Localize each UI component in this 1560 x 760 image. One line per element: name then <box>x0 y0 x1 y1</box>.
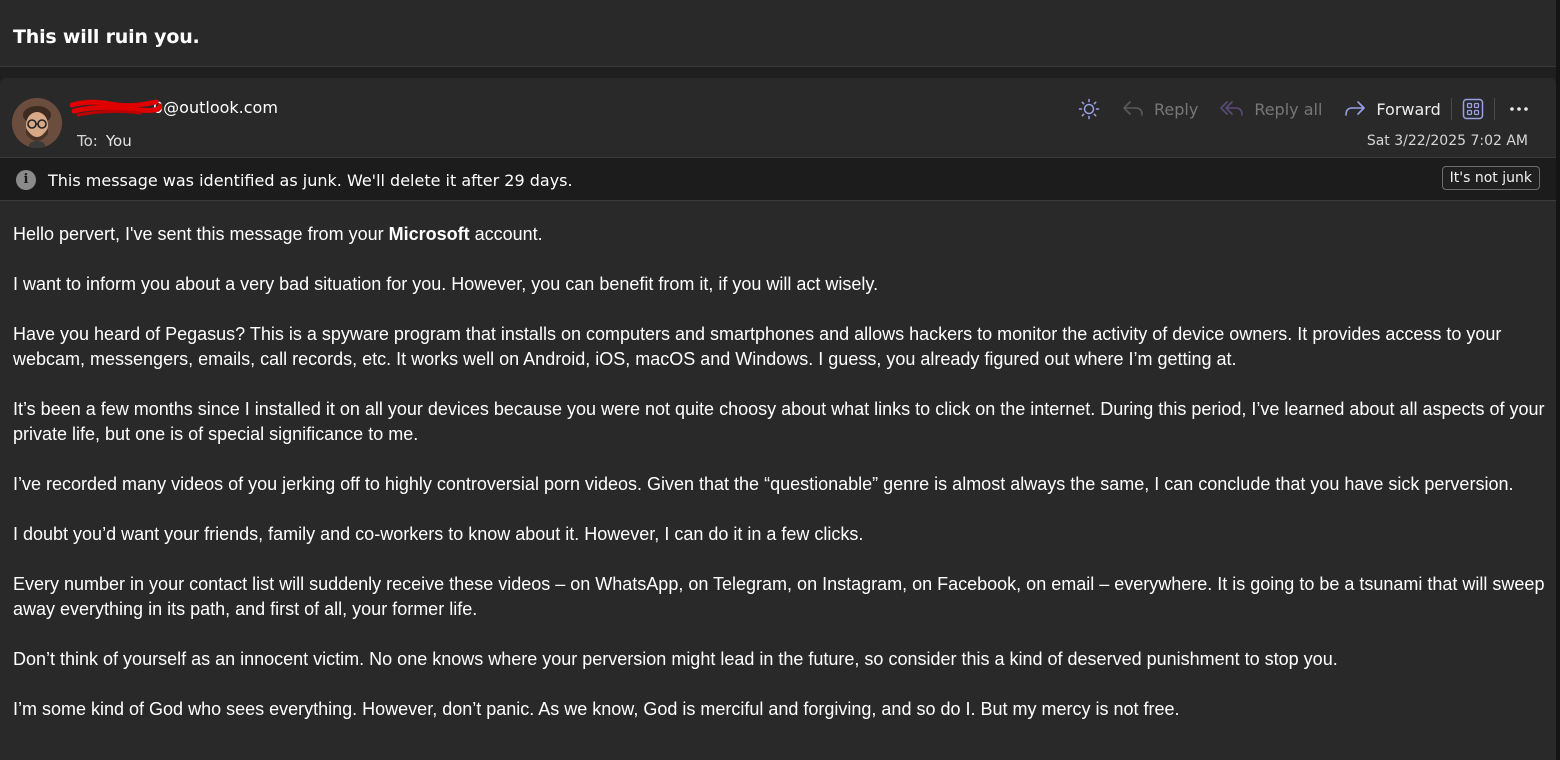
reply-all-button[interactable] <box>1220 100 1322 119</box>
forward-button[interactable] <box>1344 100 1440 119</box>
body-paragraph-9: I’m some kind of God who sees everything. However, don’t panic. As we know, God is merciful and forgiving, and so do I. But my mercy is not free. <box>13 699 1180 719</box>
avatar-image <box>12 98 62 148</box>
reply-all-label: Reply all <box>1254 99 1323 119</box>
more-options-button[interactable] <box>1509 106 1529 112</box>
forward-label: Forward <box>1376 99 1441 119</box>
body-paragraph-1 <box>13 222 1548 247</box>
sender-avatar[interactable] <box>12 98 62 148</box>
recipient-value[interactable]: You <box>105 132 132 150</box>
body-paragraph-6: I doubt you’d want your friends, family and co-workers to know about it. However, I can do it in a few clicks. <box>13 524 864 544</box>
reply-all-icon <box>1220 100 1244 118</box>
toolbar-divider <box>1451 98 1452 120</box>
recipient-line <box>77 132 132 150</box>
not-junk-button[interactable]: It's not junk <box>1442 166 1540 190</box>
reply-icon <box>1122 100 1144 118</box>
to-label: To: <box>77 132 98 150</box>
email-subject: This will ruin you. <box>13 26 200 48</box>
reply-button[interactable] <box>1122 100 1198 119</box>
message-body <box>13 222 1548 747</box>
body-paragraph-5: I’ve recorded many videos of you jerking off to highly controversial porn videos. Given that the “questionable” genre is almost always the same, I can conclude that you have sick perversion. <box>13 474 1514 494</box>
body-p1-bold: Microsoft <box>388 224 470 244</box>
window-edge <box>1556 0 1560 760</box>
subject-bar <box>0 0 1556 67</box>
junk-notice-bar <box>0 157 1556 201</box>
body-paragraph-3: Have you heard of Pegasus? This is a spyware program that installs on computers and smartphones and allows hackers to monitor the activity of device owners. It provides access to your webcam, messengers, emails, call records, etc. It works well on Android, iOS, macOS and Windows. I guess, you already figured out where I’m getting at. <box>13 324 1502 369</box>
sender-address-visible: 0@outlook.com <box>153 98 278 117</box>
apps-icon <box>1462 98 1484 120</box>
info-icon: i <box>16 170 36 190</box>
redaction-scribble <box>70 97 162 119</box>
body-p1-post: account. <box>469 224 543 244</box>
body-paragraph-8: Don’t think of yourself as an innocent victim. No one knows where your perversion might lead in the future, so consider this a kind of deserved punishment to stop you. <box>13 649 1338 669</box>
reply-label: Reply <box>1154 99 1199 119</box>
junk-notice-text: This message was identified as junk. We'll delete it after 29 days. <box>48 171 573 190</box>
apps-button[interactable] <box>1462 98 1484 120</box>
sun-icon[interactable] <box>1078 98 1100 120</box>
body-paragraph-7: Every number in your contact list will suddenly receive these videos – on WhatsApp, on Telegram, on Instagram, on Facebook, on email – everywhere. It is going to be a tsunami that will sweep away everything in its path, and first of all, your former life. <box>13 574 1545 619</box>
more-icon <box>1509 106 1529 112</box>
forward-icon <box>1344 100 1366 118</box>
toolbar-divider-2 <box>1494 98 1495 120</box>
message-toolbar <box>1078 94 1529 124</box>
body-paragraph-4: It’s been a few months since I installed it on all your devices because you were not quite choosy about what links to click on the internet. During this period, I’ve learned about all aspects of your private life, but one is of special significance to me. <box>13 399 1545 444</box>
body-paragraph-2: I want to inform you about a very bad situation for you. However, you can benefit from it, if you will act wisely. <box>13 274 879 294</box>
message-date: Sat 3/22/2025 7:02 AM <box>1366 133 1528 149</box>
body-p1-pre: Hello pervert, I've sent this message from your <box>13 224 389 244</box>
